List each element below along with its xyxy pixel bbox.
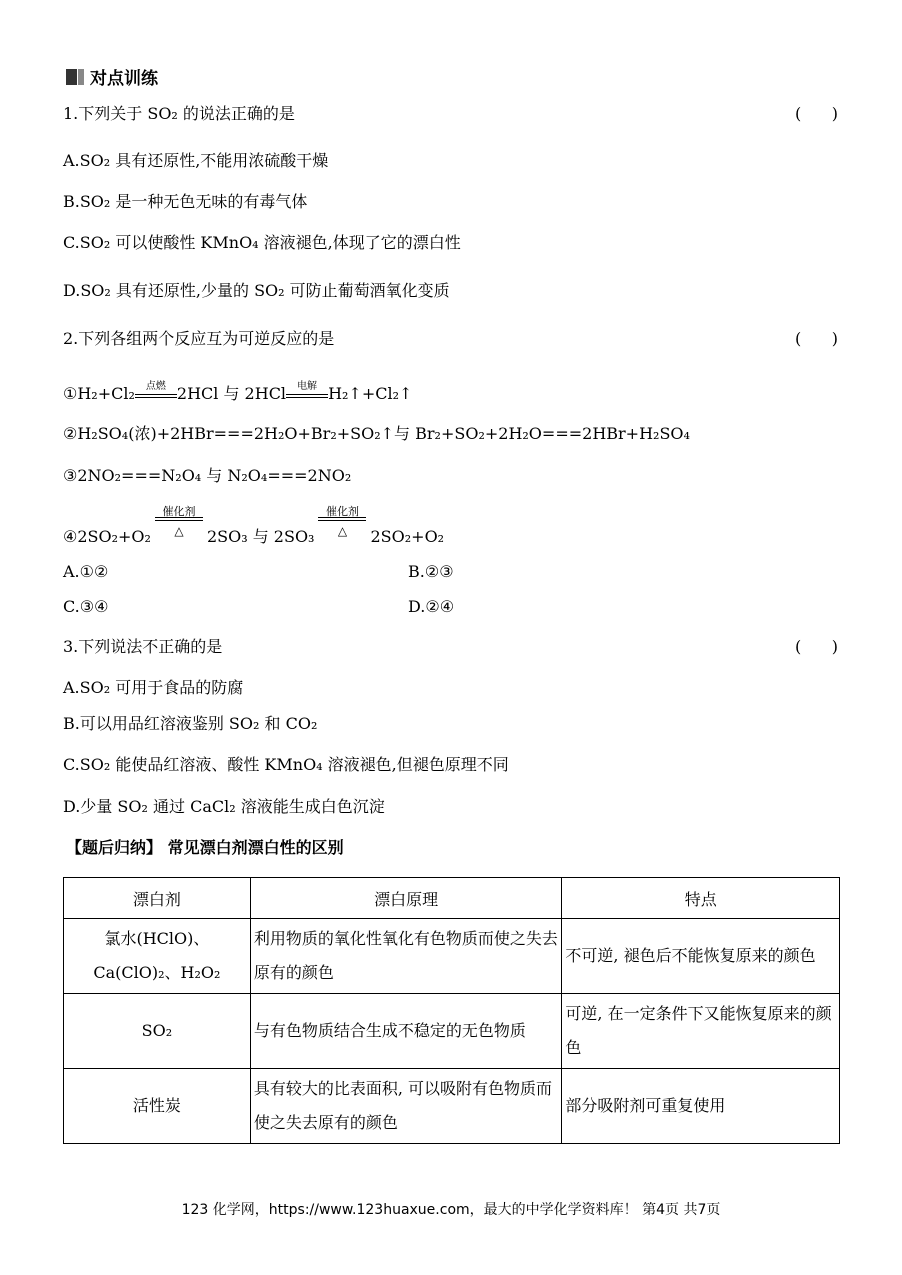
agent-cell: 活性炭 [64, 1069, 251, 1144]
q2-option-c: C.③④ [63, 597, 109, 616]
table-header: 漂白剂 [64, 878, 251, 919]
principle-cell: 具有较大的比表面积, 可以吸附有色物质而使之失去原有的颜色 [250, 1069, 562, 1144]
q3-answer-bracket: ( ) [795, 637, 838, 656]
q2-option-d: D.②④ [408, 597, 455, 616]
heat-symbol: △ [174, 523, 184, 538]
heading-marker-icon [66, 69, 77, 85]
q3-option-d: D.少量 SO₂ 通过 CaCl₂ 溶液能生成白色沉淀 [63, 797, 385, 816]
agent-name: 氯水(HClO)、 [104, 929, 210, 948]
q1-option-b: B.SO₂ 是一种无色无味的有毒气体 [63, 192, 308, 211]
q1-option-c: C.SO₂ 可以使酸性 KMnO₄ 溶液褪色,体现了它的漂白性 [63, 233, 461, 252]
feature-cell: 不可逆, 褪色后不能恢复原来的颜色 [562, 919, 840, 994]
r1-products: H₂↑+Cl₂↑ [328, 384, 413, 403]
q3-option-c: C.SO₂ 能使品红溶液、酸性 KMnO₄ 溶液褪色,但褪色原理不同 [63, 755, 509, 774]
summary-title: 【题后归纳】 常见漂白剂漂白性的区别 [66, 838, 344, 857]
q2-option-b: B.②③ [408, 562, 454, 581]
reaction-arrow [135, 380, 177, 406]
catalyst-arrow [314, 504, 370, 549]
agent-name: Ca(ClO)₂、H₂O₂ [93, 963, 221, 982]
catalyst-label: 催化剂 [325, 504, 359, 518]
agent-cell: SO₂ [64, 994, 251, 1069]
q3-option-a: A.SO₂ 可用于食品的防腐 [63, 678, 244, 697]
feature-cell: 可逆, 在一定条件下又能恢复原来的颜色 [562, 994, 840, 1069]
r4-reactants: ④2SO₂+O₂ [63, 527, 151, 546]
table-row [64, 994, 840, 1069]
agent-cell [64, 919, 251, 994]
q3-stem: 3.下列说法不正确的是 [63, 637, 223, 656]
table-header: 漂白原理 [250, 878, 562, 919]
r1-reactants: ①H₂+Cl₂ [63, 384, 135, 403]
q2-option-a: A.①② [63, 562, 109, 581]
q1-option-d: D.SO₂ 具有还原性,少量的 SO₂ 可防止葡萄酒氧化变质 [63, 281, 450, 300]
r4-products: 2SO₂+O₂ [370, 527, 445, 546]
condition-ignite: 点燃 [145, 380, 166, 392]
table-header: 特点 [562, 878, 840, 919]
heading-marker-icon [78, 69, 84, 85]
q2-stem: 2.下列各组两个反应互为可逆反应的是 [63, 329, 335, 348]
table-header-row [64, 878, 840, 919]
bleach-comparison-table [63, 877, 840, 1144]
q1-stem: 1.下列关于 SO₂ 的说法正确的是 [63, 104, 295, 123]
q3-option-b: B.可以用品红溶液鉴别 SO₂ 和 CO₂ [63, 714, 318, 733]
principle-cell: 利用物质的氧化性氧化有色物质而使之失去原有的颜色 [250, 919, 562, 994]
catalyst-label: 催化剂 [162, 504, 196, 518]
section-heading [66, 64, 158, 89]
q2-reaction-4 [63, 504, 445, 549]
q2-reaction-1 [63, 380, 413, 406]
heat-symbol: △ [337, 523, 348, 538]
q1-option-a: A.SO₂ 具有还原性,不能用浓硫酸干燥 [63, 151, 329, 170]
reaction-arrow [286, 380, 328, 406]
catalyst-arrow [151, 504, 207, 549]
q2-reaction-3: ③2NO₂===N₂O₄ 与 N₂O₄===2NO₂ [63, 466, 352, 485]
q1-answer-bracket: ( ) [795, 104, 838, 123]
condition-electrolysis: 电解 [297, 380, 318, 392]
table-row [64, 919, 840, 994]
feature-cell: 部分吸附剂可重复使用 [562, 1069, 840, 1144]
q2-answer-bracket: ( ) [795, 329, 838, 348]
r1-middle: 2HCl 与 2HCl [176, 384, 287, 403]
table-row [64, 1069, 840, 1144]
q2-reaction-2: ②H₂SO₄(浓)+2HBr===2H₂O+Br₂+SO₂↑与 Br₂+SO₂+2H₂O===2HBr+H₂SO₄ [63, 424, 690, 443]
r4-middle: 2SO₃ 与 2SO₃ [206, 527, 315, 546]
page-footer: 123 化学网，https://www.123huaxue.com，最大的中学化学资料库！ 第4页 共7页 [181, 1202, 721, 1218]
section-title: 对点训练 [90, 69, 158, 89]
principle-cell: 与有色物质结合生成不稳定的无色物质 [250, 994, 562, 1069]
